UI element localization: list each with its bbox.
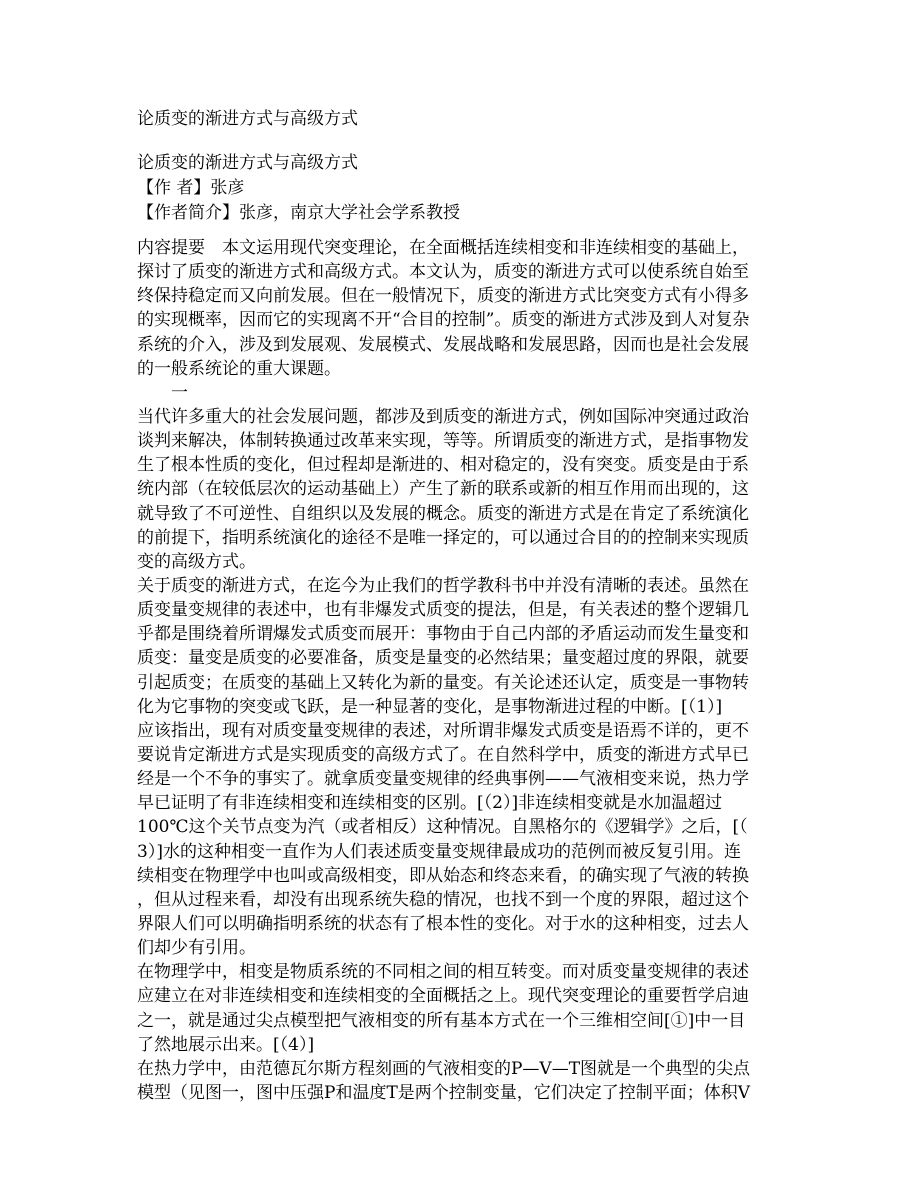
- text-line: 引起质变；在质变的基础上又转化为新的量变。有关论述还认定，质变是一事物转: [137, 672, 749, 693]
- text-line: 当代许多重大的社会发展问题，都涉及到质变的渐进方式，例如国际冲突通过政治: [137, 406, 749, 427]
- text-line: 谈判来解决，体制转换通过改革来实现，等等。所谓质变的渐进方式，是指事物发: [137, 431, 749, 452]
- text-line: 在物理学中，相变是物质系统的不同相之间的相互转变。而对质变量变规律的表述: [137, 962, 749, 983]
- text-line: 早已证明了有非连续相变和连续相变的区别。[（2）]非连续相变就是水加温超过: [137, 793, 723, 814]
- title-block: [137, 151, 460, 226]
- author-intro: 【作者简介】张彦，南京大学社会学系教授: [137, 203, 460, 223]
- text-line: 应建立在对非连续相变和连续相变的全面概括之上。现代突变理论的重要哲学启迪: [137, 986, 749, 1007]
- text-line: 生了根本性质的变化，但过程却是渐进的、相对稳定的，没有突变。质变是由于系: [137, 455, 749, 476]
- text-line: 统内部（在较低层次的运动基础上）产生了新的联系或新的相互作用而出现的，这: [137, 479, 749, 500]
- text-line: 经是一个不争的事实了。就拿质变量变规律的经典事例——气液相变来说，热力学: [137, 769, 749, 790]
- text-line: 化为它事物的突变或飞跃，是一种显著的变化，是事物渐进过程的中断。[（1）]: [137, 696, 723, 717]
- text-line: 变的高级方式。: [137, 551, 256, 572]
- text-line: 应该指出，现有对质变量变规律的表述，对所谓非爆发式质变是语焉不详的，更不: [137, 720, 749, 741]
- article-body: [137, 236, 785, 1105]
- text-line: 的一般系统论的重大课题。: [137, 358, 341, 379]
- text-line: 关于质变的渐进方式，在迄今为止我们的哲学教科书中并没有清晰的表述。虽然在: [137, 575, 749, 596]
- text-line: 100℃这个关节点变为汽（或者相反）这种情况。自黑格尔的《逻辑学》之后，[（: [137, 817, 748, 838]
- text-line: 乎都是围绕着所谓爆发式质变而展开：事物由于自己内部的矛盾运动而发生量变和: [137, 624, 749, 645]
- text-line: 质变量变规律的表述中，也有非爆发式质变的提法，但是，有关表述的整个逻辑几: [137, 600, 749, 621]
- text-line: 内容提要 本文运用现代突变理论，在全面概括连续相变和非连续相变的基础上，: [137, 238, 749, 258]
- text-line: 们却少有引用。: [137, 938, 256, 959]
- author-line: 【作 者】张彦: [137, 178, 245, 198]
- text-line: 系统的介入，涉及到发展观、发展模式、发展战略和发展思路，因而也是社会发展: [137, 334, 749, 355]
- text-line: 要说肯定渐进方式是实现质变的高级方式了。在自然科学中，质变的渐进方式早已: [137, 744, 749, 765]
- text-line: ，但从过程来看，却没有出现系统失稳的情况，也找不到一个度的界限，超过这个: [137, 889, 749, 910]
- text-line: 探讨了质变的渐进方式和高级方式。本文认为，质变的渐进方式可以使系统自始至: [137, 262, 749, 283]
- article-title: 论质变的渐进方式与高级方式: [137, 153, 358, 173]
- text-line: 质变：量变是质变的必要准备，质变是量变的必然结果；量变超过度的界限，就要: [137, 648, 749, 669]
- text-line: 了然地展示出来。[（4）]: [137, 1034, 315, 1055]
- text-line: 模型（见图一，图中压强P和温度T是两个控制变量，它们决定了控制平面；体积V: [137, 1082, 751, 1103]
- text-line: 3）]水的这种相变一直作为人们表述质变量变规律最成功的范例而被反复引用。连: [137, 841, 741, 862]
- text-line: 之一，就是通过尖点模型把气液相变的所有基本方式在一个三维相空间[①]中一目: [137, 1010, 746, 1031]
- text-line: 在热力学中，由范德瓦尔斯方程刻画的气液相变的P—V—T图就是一个典型的尖点: [137, 1058, 751, 1079]
- text-line: 终保持稳定而又向前发展。但在一般情况下，质变的渐进方式比突变方式有小得多: [137, 286, 749, 307]
- text-line: 续相变在物理学中也叫或高级相变，即从始态和终态来看，的确实现了气液的转换: [137, 865, 749, 886]
- text-line: 界限人们可以明确指明系统的状态有了根本性的变化。对于水的这种相变，过去人: [137, 913, 749, 934]
- text-line: 的前提下，指明系统演化的途径不是唯一择定的，可以通过合目的的控制来实现质: [137, 527, 749, 548]
- text-line: 就导致了不可逆性、自组织以及发展的概念。质变的渐进方式是在肯定了系统演化: [137, 503, 749, 524]
- section-number: 一: [171, 382, 188, 403]
- document-header: 论质变的渐进方式与高级方式: [137, 109, 358, 129]
- text-line: 的实现概率，因而它的实现离不开“合目的控制”。质变的渐进方式涉及到人对复杂: [137, 310, 750, 331]
